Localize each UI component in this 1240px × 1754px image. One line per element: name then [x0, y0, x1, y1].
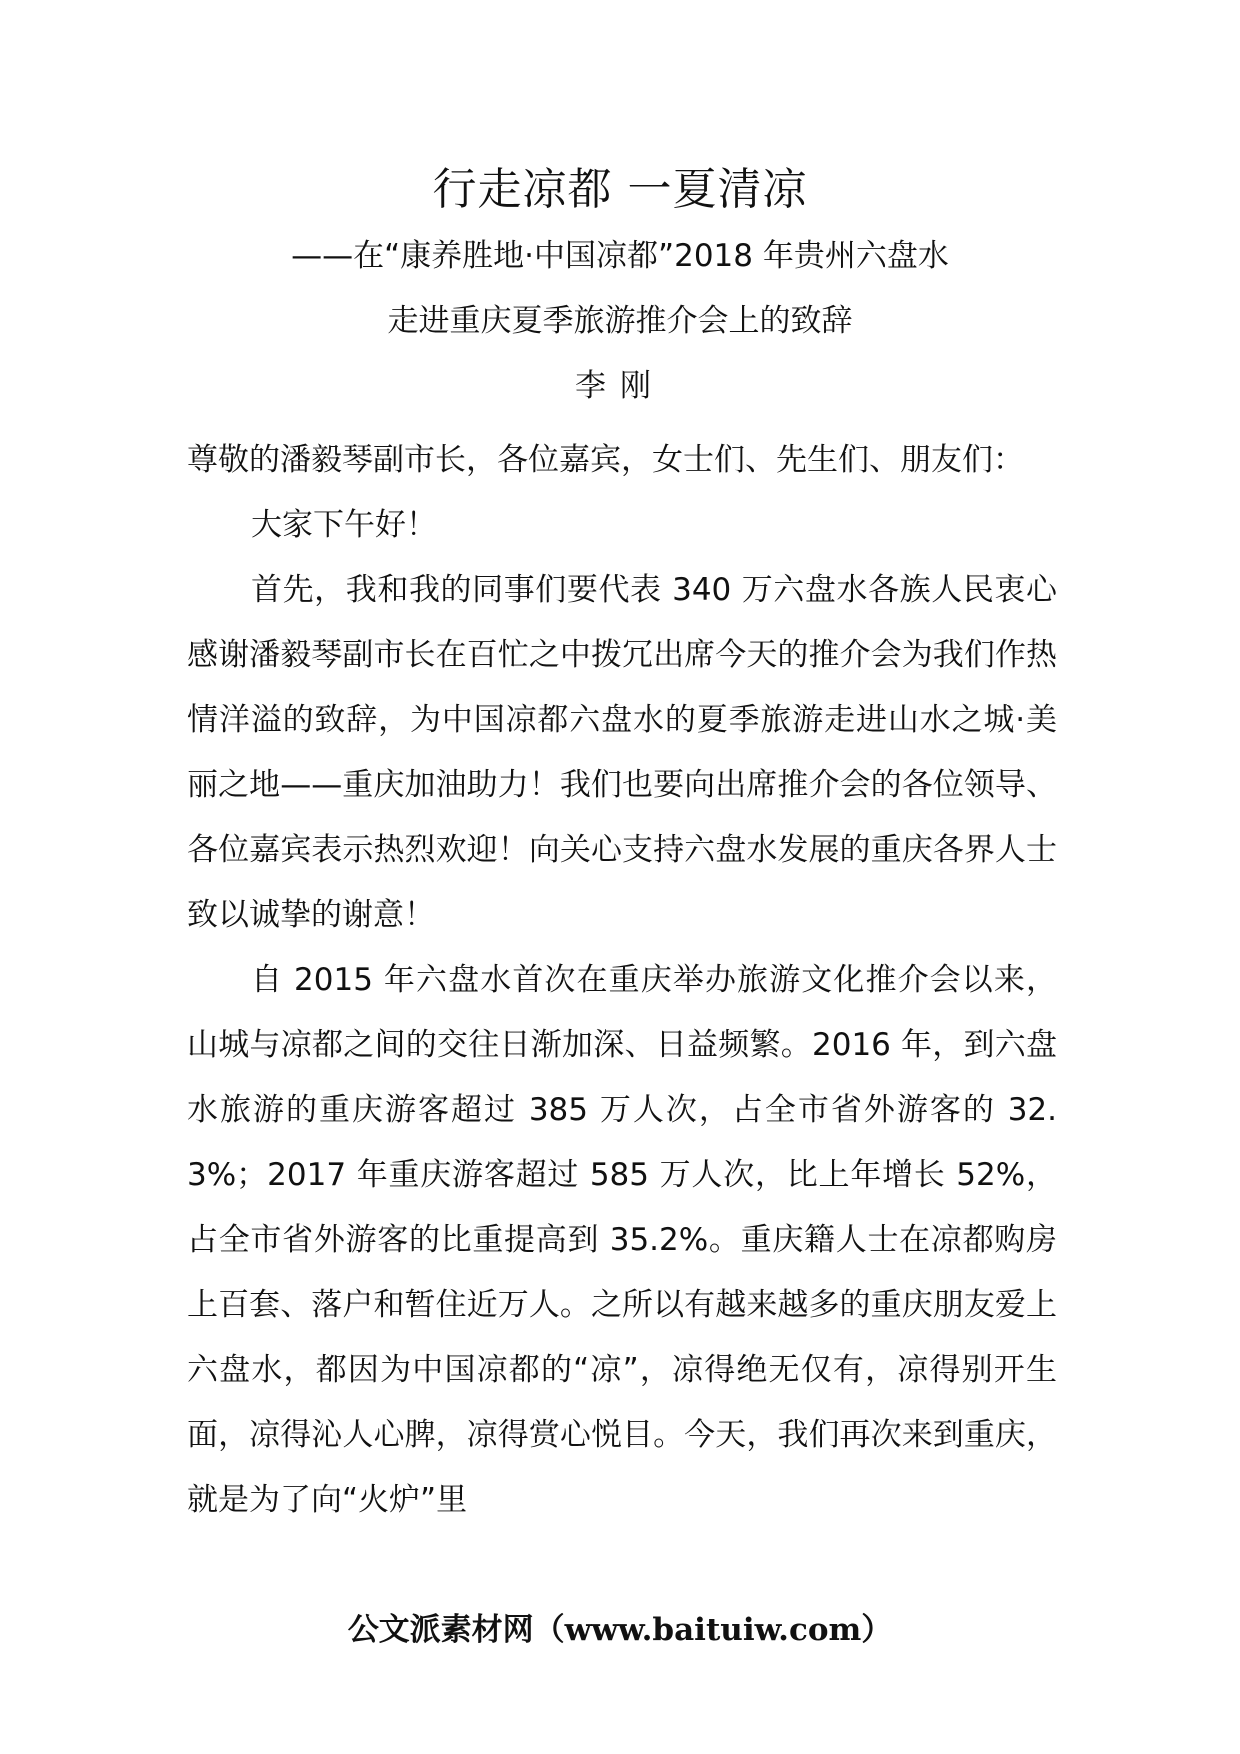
greeting: 大家下午好！ [251, 507, 437, 543]
footer-watermark: 公文派素材网（www.baituiw.com） [347, 1612, 893, 1648]
paragraph-2: 自 2015 年六盘水首次在重庆举办旅游文化推介会以来，山城与凉都之间的交往日渐加深、日益频繁。2016 年，到六盘水旅游的重庆游客超过 385 万人次，占全市省外游客的 32.3%；2017 年重庆游客超过 585 万人次，比上年增长 52%，占全市省外游客的比重提高到 35.2%。重庆籍人士在凉都购房上百套、落户和暂住近万人。之所以有越来越多的重庆朋友爱上六盘水，都因为中国凉都的“凉”，凉得绝无仅有，凉得别开生面，凉得沁人心脾，凉得赏心悦目。今天，我们再次来到重庆，就是为了向“火炉”里 [187, 962, 1057, 1518]
document-author: 李刚 [575, 368, 665, 404]
paragraph-1: 首先，我和我的同事们要代表 340 万六盘水各族人民衷心感谢潘毅琴副市长在百忙之中拨冗出席今天的推介会为我们作热情洋溢的致辞，为中国凉都六盘水的夏季旅游走进山水之城·美丽之地——重庆加油助力！我们也要向出席推介会的各位领导、各位嘉宾表示热烈欢迎！向关心支持六盘水发展的重庆各界人士致以诚挚的谢意！ [187, 572, 1057, 933]
document-subtitle-line2: 走进重庆夏季旅游推介会上的致辞 [387, 303, 853, 339]
salutation: 尊敬的潘毅琴副市长，各位嘉宾，女士们、先生们、朋友们： [187, 442, 1024, 478]
document-subtitle-line1: ——在“康养胜地·中国凉都”2018 年贵州六盘水 [291, 238, 949, 274]
document-title: 行走凉都 一夏清凉 [432, 164, 808, 215]
document-body [187, 428, 1057, 1533]
